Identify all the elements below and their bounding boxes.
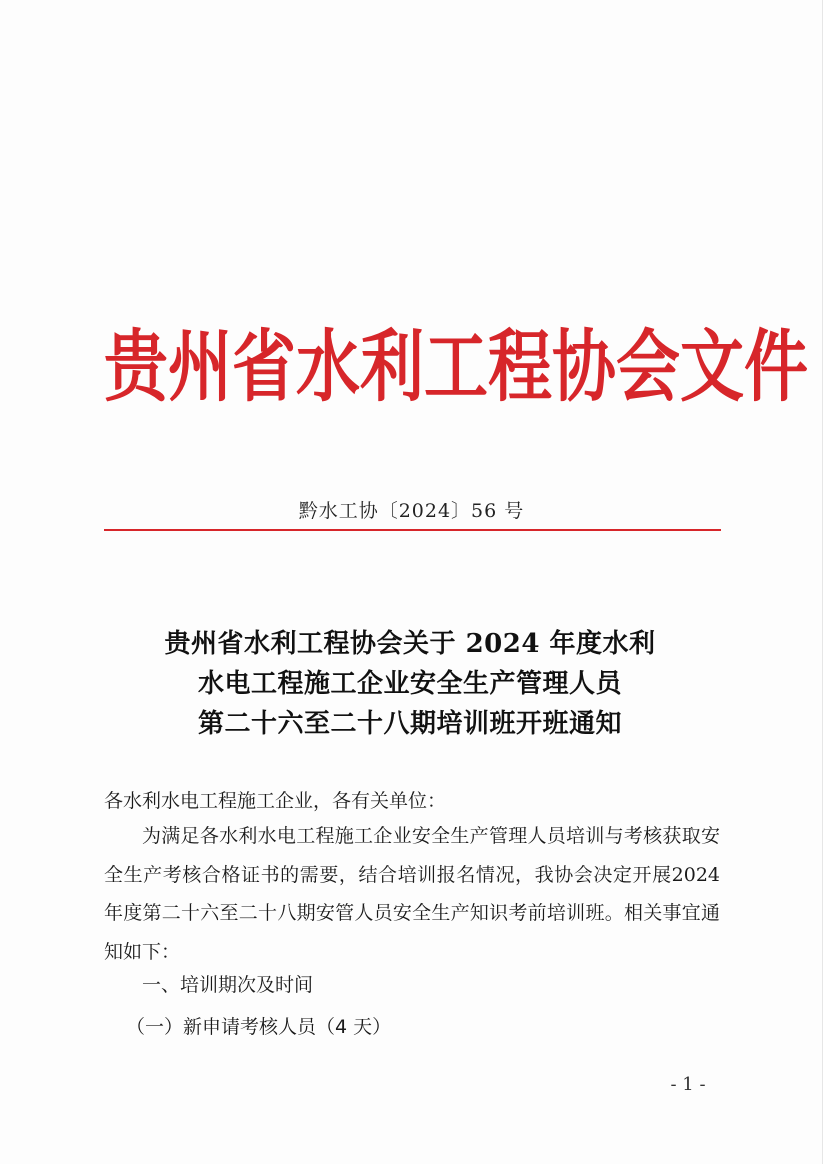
intro-paragraph: 为满足各水利水电工程施工企业安全生产管理人员培训与考核获取安全生产考核合格证书的需要，结合培训报名情况，我协会决定开展2024 年度第二十六至二十八期安管人员安全生产知识考前培训班。相关事宜通知如下：	[104, 825, 720, 963]
notice-title-line-2: 水电工程施工企业安全生产管理人员	[197, 669, 622, 699]
page-number: - 1 -	[670, 1074, 706, 1095]
notice-title-line-1: 贵州省水利工程协会关于 2024 年度水利	[164, 629, 656, 659]
document-number: 黔水工协〔2024〕56 号	[298, 500, 525, 522]
letterhead-title: 贵州省水利工程协会文件	[104, 322, 808, 414]
recipients-line: 各水利水电工程施工企业，各有关单位：	[104, 790, 447, 812]
notice-title-line-3: 第二十六至二十八期培训班开班通知	[197, 709, 622, 739]
notice-title	[100, 624, 720, 744]
subsection-heading: （一）新申请考核人员（4 天）	[126, 1016, 392, 1038]
red-divider-line	[104, 529, 721, 531]
section-heading: 一、培训期次及时间	[142, 974, 314, 996]
